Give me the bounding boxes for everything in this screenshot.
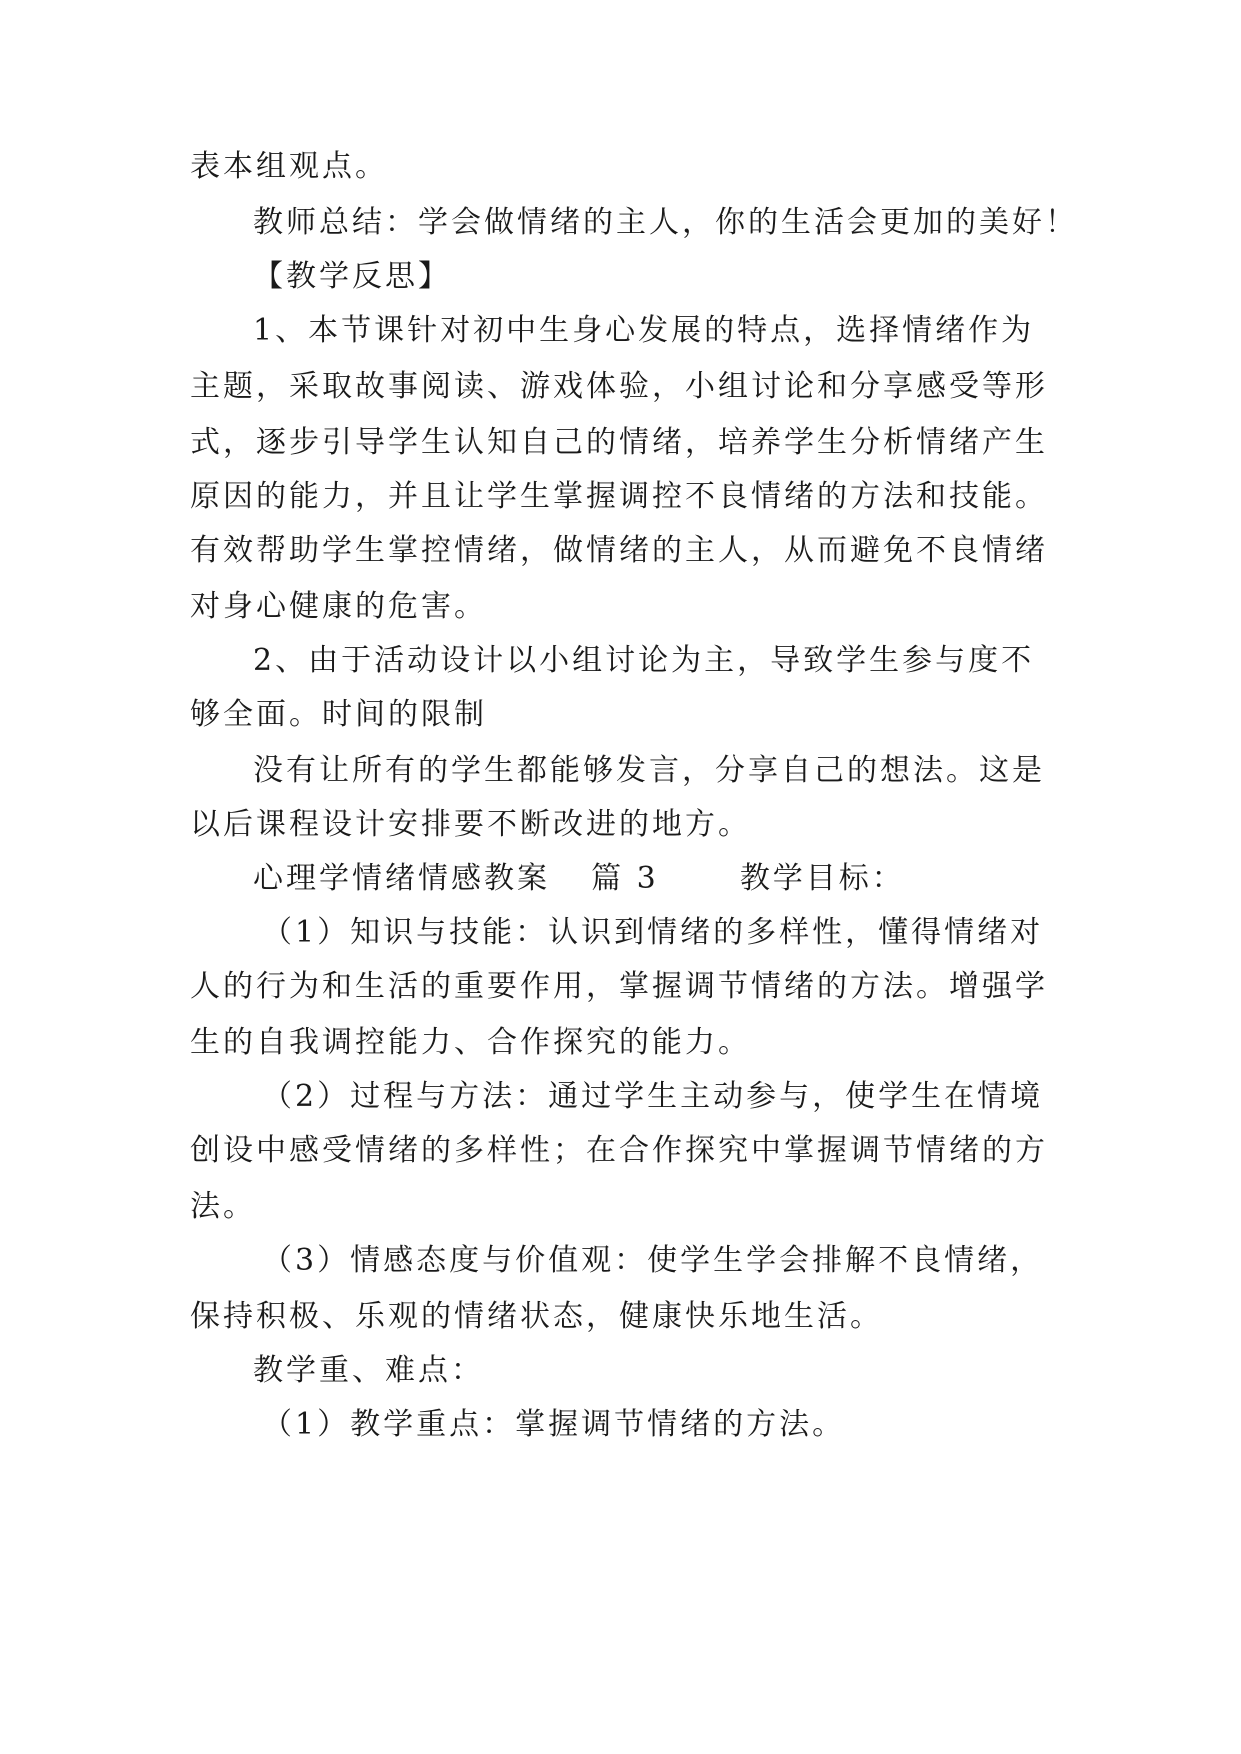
section-heading-teaching-reflection: 【教学反思】	[253, 259, 451, 294]
text-line: （2）过程与方法：通过学生主动参与，使学生在情境	[262, 1079, 1044, 1114]
text-line: 教师总结：学会做情绪的主人，你的生活会更加的美好！	[253, 205, 1078, 240]
text-line: 对身心健康的危害。	[190, 589, 487, 624]
lesson-plan-heading	[253, 859, 905, 899]
text-line: 没有让所有的学生都能够发言，分享自己的想法。这是	[253, 753, 1045, 788]
text-line: 人的行为和生活的重要作用，掌握调节情绪的方法。增强学	[190, 969, 1048, 1004]
text-line: （3）情感态度与价值观：使学生学会排解不良情绪，	[262, 1243, 1044, 1278]
text-line: 以后课程设计安排要不断改进的地方。	[190, 807, 751, 842]
text-line: 够全面。时间的限制	[190, 697, 487, 732]
text-line: 1、本节课针对初中生身心发展的特点，选择情绪作为	[253, 313, 1035, 348]
section-heading-key-points: 教学重、难点：	[253, 1353, 484, 1388]
teaching-objectives-label: 教学目标：	[739, 861, 905, 896]
text-line: （1）教学重点：掌握调节情绪的方法。	[262, 1407, 846, 1442]
text-line: 表本组观点。	[190, 149, 388, 184]
text-line: 主题，采取故事阅读、游戏体验，小组讨论和分享感受等形	[190, 369, 1048, 404]
text-line: 式，逐步引导学生认知自己的情绪，培养学生分析情绪产生	[190, 425, 1048, 460]
text-line: 法。	[190, 1189, 256, 1224]
text-line: 有效帮助学生掌控情绪，做情绪的主人，从而避免不良情绪	[190, 533, 1048, 568]
text-line: 保持积极、乐观的情绪状态，健康快乐地生活。	[190, 1299, 883, 1334]
text-line: 原因的能力，并且让学生掌握调控不良情绪的方法和技能。	[190, 479, 1048, 514]
lesson-plan-number: 篇 3	[591, 861, 659, 896]
text-line: 创设中感受情绪的多样性；在合作探究中掌握调节情绪的方	[190, 1133, 1048, 1168]
text-line: 生的自我调控能力、合作探究的能力。	[190, 1025, 751, 1060]
text-line: 2、由于活动设计以小组讨论为主，导致学生参与度不	[253, 643, 1035, 678]
text-line: （1）知识与技能：认识到情绪的多样性，懂得情绪对	[262, 915, 1044, 950]
lesson-plan-title: 心理学情绪情感教案	[253, 861, 550, 896]
